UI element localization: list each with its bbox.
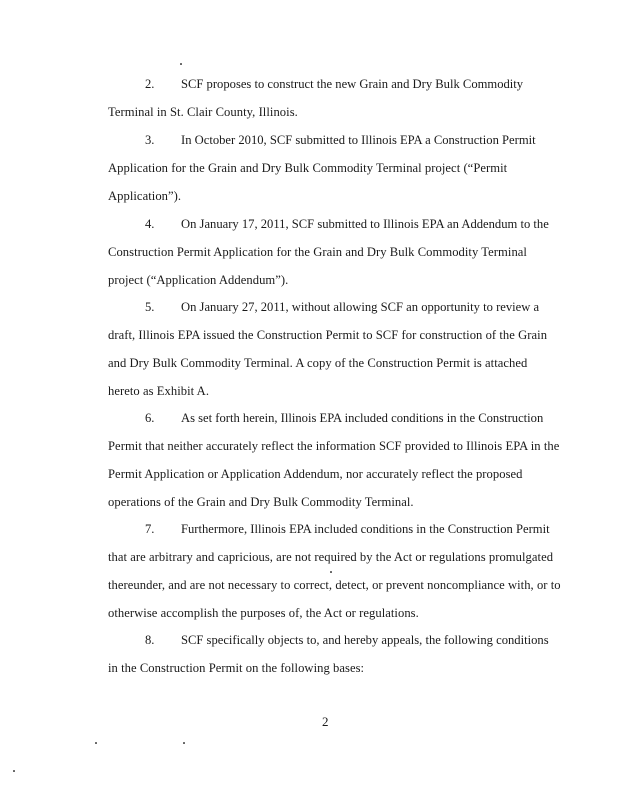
paragraph-line: Construction Permit Application for the Grain and Dry Bulk Commodity Terminal — [108, 245, 527, 259]
paragraph-line: draft, Illinois EPA issued the Construction Permit to SCF for construction of the Grain — [108, 328, 548, 342]
paragraph-first-line: In October 2010, SCF submitted to Illinois EPA a Construction Permit — [181, 133, 536, 147]
page-number: 2 — [322, 714, 329, 729]
paragraph-first-line: SCF specifically objects to, and hereby appeals, the following conditions — [181, 633, 549, 647]
scan-speck — [13, 770, 15, 772]
scan-speck — [95, 742, 97, 744]
paragraph-number: 5. — [145, 300, 155, 314]
paragraph-line: project (“Application Addendum”). — [108, 273, 289, 287]
paragraph-first-line: As set forth herein, Illinois EPA included conditions in the Construction — [181, 411, 544, 425]
paragraph-line: operations of the Grain and Dry Bulk Commodity Terminal. — [108, 495, 414, 509]
paragraph-first-line: SCF proposes to construct the new Grain and Dry Bulk Commodity — [181, 77, 524, 91]
paragraph-first-line: On January 27, 2011, without allowing SCF an opportunity to review a — [181, 300, 540, 314]
paragraph-line: otherwise accomplish the purposes of, the Act or regulations. — [108, 606, 419, 620]
paragraph-line: Terminal in St. Clair County, Illinois. — [108, 105, 298, 119]
scan-speck — [183, 742, 185, 744]
paragraph-number: 2. — [145, 77, 155, 91]
paragraph-line: in the Construction Permit on the following bases: — [108, 661, 365, 675]
paragraph-line: thereunder, and are not necessary to correct, detect, or prevent noncompliance with, or to — [108, 578, 561, 592]
paragraph-line: Permit that neither accurately reflect the information SCF provided to Illinois EPA in the — [108, 439, 560, 453]
scan-speck — [330, 571, 332, 573]
paragraph-line: Permit Application or Application Addendum, nor accurately reflect the proposed — [108, 467, 523, 481]
paragraph-first-line: Furthermore, Illinois EPA included conditions in the Construction Permit — [181, 522, 550, 536]
paragraph-number: 8. — [145, 633, 155, 647]
paragraph-number: 4. — [145, 217, 155, 231]
paragraph-number: 3. — [145, 133, 155, 147]
paragraph-line: that are arbitrary and capricious, are not required by the Act or regulations promulgated — [108, 550, 554, 564]
paragraph-line: and Dry Bulk Commodity Terminal. A copy of the Construction Permit is attached — [108, 356, 528, 370]
paragraph-number: 7. — [145, 522, 155, 536]
paragraph-line: hereto as Exhibit A. — [108, 384, 210, 398]
paragraph-first-line: On January 17, 2011, SCF submitted to Illinois EPA an Addendum to the — [181, 217, 549, 231]
paragraph-number: 6. — [145, 411, 155, 425]
scan-speck — [180, 63, 182, 65]
paragraph-line: Application”). — [108, 189, 182, 203]
paragraph-line: Application for the Grain and Dry Bulk Commodity Terminal project (“Permit — [108, 161, 508, 175]
